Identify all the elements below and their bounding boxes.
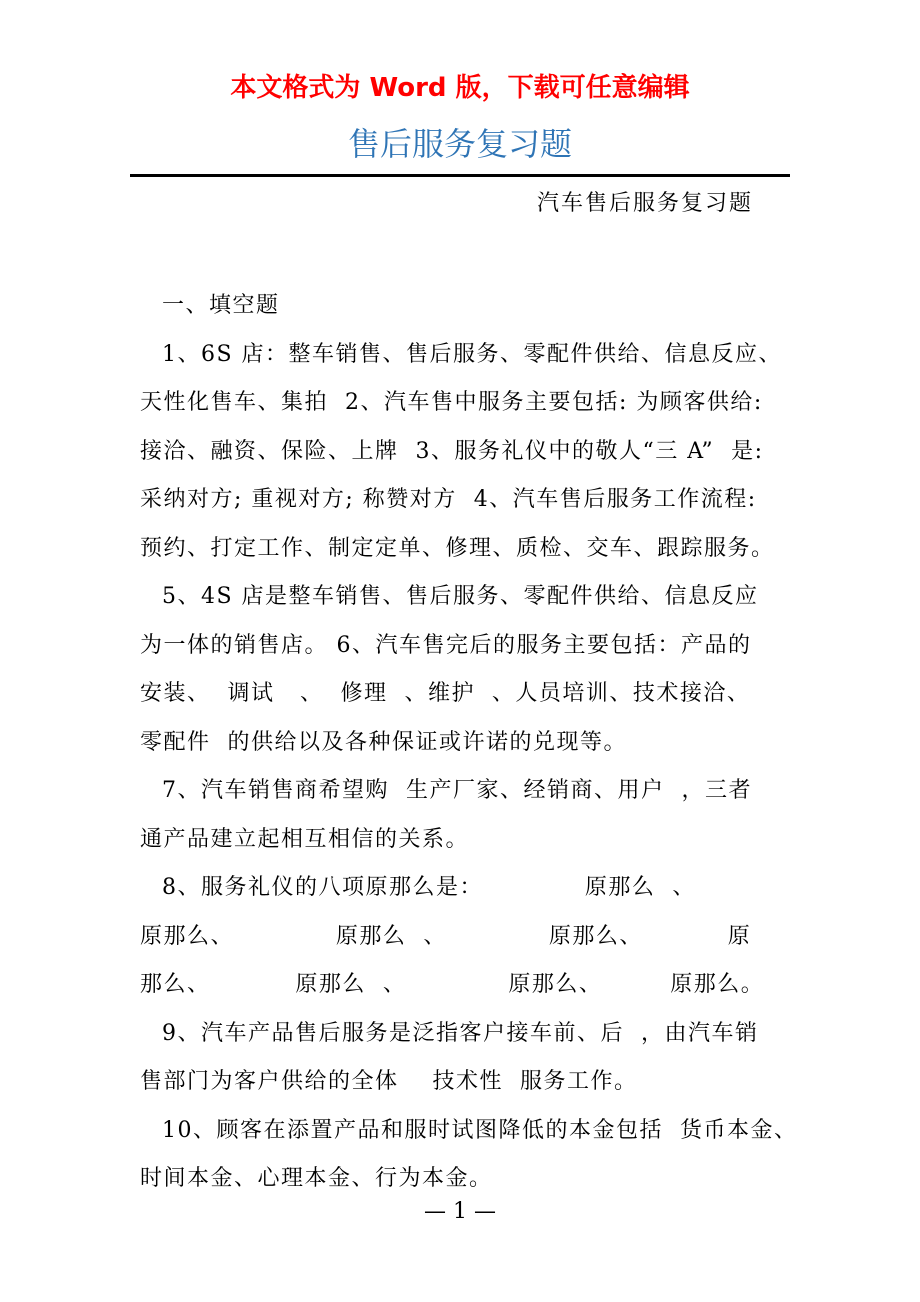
paragraph-line: 1、6S 店：整车销售、售后服务、零配件供给、信息反应、 [162, 341, 783, 367]
document-subtitle: 汽车售后服务复习题 [537, 191, 754, 216]
section-heading: 一、填空题 [162, 293, 280, 318]
page-number: — 1 — [424, 1199, 496, 1224]
title-divider [130, 174, 790, 177]
paragraph-line: 天性化售车、集拍 2、汽车售中服务主要包括: 为顾客供给: [140, 390, 763, 415]
paragraph-line: 时间本金、心理本金、行为本金。 [140, 1166, 493, 1191]
paragraph-line: 采纳对方; 重视对方; 称赞对方 4、汽车售后服务工作流程: [140, 487, 757, 512]
paragraph-line: 接洽、融资、保险、上牌 3、服务礼仪中的敬人“三 A” 是: [140, 438, 764, 464]
paragraph-line: 零配件 的供给以及各种保证或许诺的兑现等。 [140, 729, 627, 755]
paragraph-line: 9、汽车产品售后服务是泛指客户接车前、后 ，由汽车销 [162, 1020, 759, 1046]
paragraph-line: 预约、打定工作、制定定单、修理、质检、交车、跟踪服务。 [140, 535, 775, 561]
banner-notice: 本文格式为 Word 版，下载可任意编辑 [230, 73, 690, 103]
paragraph-line: 原那么、 原那么 、 原那么、 原 [140, 923, 752, 949]
paragraph-line: 安装、 调试 、 修理 、维护 、人员培训、技术接洽、 [140, 681, 751, 706]
paragraph-line: 7、汽车销售商希望购 生产厂家、经销商、用户 ，三者 [162, 778, 752, 803]
paragraph-line: 通产品建立起相互相信的关系。 [140, 826, 470, 852]
paragraph-line: 售部门为客户供给的全体 技术性 服务工作。 [140, 1069, 638, 1094]
paragraph-line: 5、4S 店是整车销售、售后服务、零配件供给、信息反应 [162, 584, 759, 609]
paragraph-line: 为一体的销售店。 6、汽车售完后的服务主要包括：产品的 [140, 632, 752, 658]
document-body [140, 282, 802, 1204]
paragraph-line: 那么、 原那么 、 原那么、 原那么。 [140, 972, 765, 997]
paragraph-line: 10、顾客在添置产品和服时试图降低的本金包括 货币本金、 [162, 1117, 798, 1143]
paragraph-line: 8、服务礼仪的八项原那么是： 原那么 、 [162, 875, 696, 900]
document-title: 售后服务复习题 [347, 125, 572, 163]
